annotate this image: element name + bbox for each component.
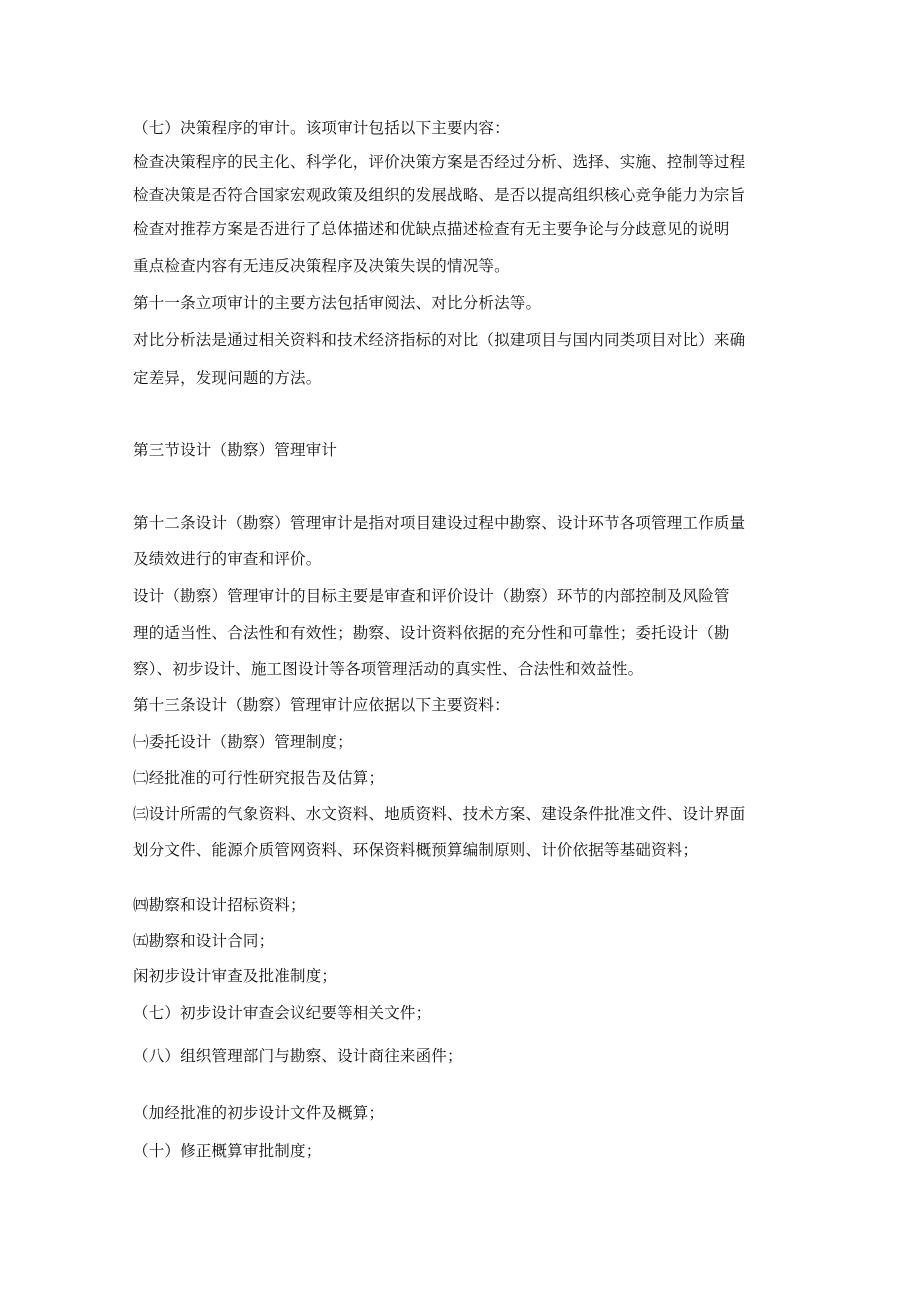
text-line: 检查决策程序的民主化、科学化，评价决策方案是否经过分析、选择、实施、控制等过程 (133, 153, 746, 171)
text-line: （七）初步设计审查会议纪要等相关文件； (133, 1004, 432, 1022)
text-line: （十）修正概算审批制度； (133, 1142, 322, 1160)
text-line: （加经批准的初步设计文件及概算； (133, 1104, 385, 1122)
text-line: ㈤勘察和设计合同； (133, 932, 275, 950)
section-heading: 第三节设计（勘察）管理审计 (133, 441, 338, 459)
text-line: ㈢设计所需的气象资料、水文资料、地质资料、技术方案、建设条件批准文件、设计界面 (133, 805, 746, 823)
text-line: ㈡经批准的可行性研究报告及估算； (133, 769, 385, 787)
text-line: 划分文件、能源介质管网资料、环保资料概预算编制原则、计价依据等基础资料； (133, 841, 699, 859)
text-line: 重点检查内容有无违反决策程序及决策失误的情况等。 (133, 257, 510, 275)
text-line: 检查决策是否符合国家宏观政策及组织的发展战略、是否以提高组织核心竞争能力为宗旨 (133, 186, 746, 204)
text-line: 检查对推荐方案是否进行了总体描述和优缺点描述检查有无主要争论与分歧意见的说明 (133, 220, 730, 238)
text-line: （八）组织管理部门与勘察、设计商往来函件； (133, 1047, 463, 1065)
text-line: 察）、初步设计、施工图设计等各项管理活动的真实性、合法性和效益性。 (133, 660, 644, 678)
text-line: 对比分析法是通过相关资料和技术经济指标的对比（拟建项目与国内同类项目对比）来确 (133, 331, 746, 349)
text-line: 理的适当性、合法性和有效性；勘察、设计资料依据的充分性和可靠性；委托设计（勘 (133, 624, 730, 642)
text-line: ㈠委托设计（勘察）管理制度； (133, 733, 353, 751)
text-line: 第十三条设计（勘察）管理审计应依据以下主要资料： (133, 696, 510, 714)
text-line: 及绩效进行的审查和评价。 (133, 550, 322, 568)
text-line: 第十二条设计（勘察）管理审计是指对项目建设过程中勘察、设计环节各项管理工作质量 (133, 514, 746, 532)
text-line: 设计（勘察）管理审计的目标主要是审查和评价设计（勘察）环节的内部控制及风险管 (133, 587, 730, 605)
text-line: 定差异，发现问题的方法。 (133, 369, 322, 387)
text-line: （七）决策程序的审计。该项审计包括以下主要内容： (133, 119, 510, 137)
text-line: ㈣勘察和设计招标资料； (133, 896, 306, 914)
text-line: 闲初步设计审查及批准制度； (133, 967, 338, 985)
text-line: 第十一条立项审计的主要方法包括审阅法、对比分析法等。 (133, 294, 542, 312)
